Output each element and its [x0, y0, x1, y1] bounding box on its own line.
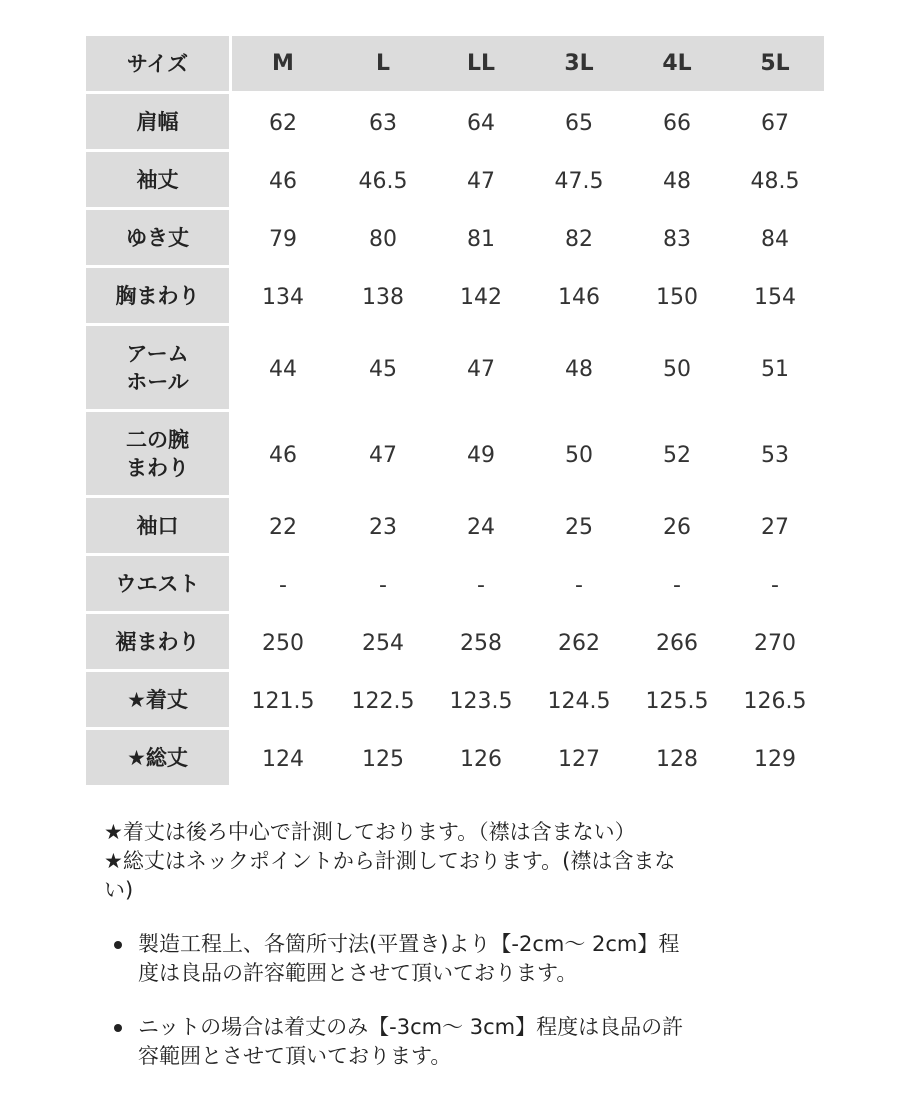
table-cell: 121.5	[251, 688, 315, 714]
table-cell: -	[379, 572, 387, 598]
table-cell: 270	[754, 630, 796, 656]
table-row	[86, 94, 824, 152]
list-item-line: 製造工程上、各箇所寸法(平置き)より【-2cm～ 2cm】程	[138, 932, 680, 956]
table-cell: 47	[467, 356, 495, 382]
bullet-icon	[114, 941, 122, 949]
table-cell: 51	[761, 356, 789, 382]
note-line: い)	[104, 878, 134, 902]
table-cell: 62	[269, 110, 297, 136]
table-cell: 82	[565, 226, 593, 252]
table-row	[86, 730, 824, 788]
table-cell: 45	[369, 356, 397, 382]
table-cell: 266	[656, 630, 698, 656]
row-label-line: まわり	[126, 455, 189, 480]
size-header-m: M	[232, 36, 334, 94]
measurement-notes	[104, 818, 804, 905]
table-cell: 124.5	[547, 688, 611, 714]
table-cell: 48.5	[750, 168, 800, 194]
table-cell: 127	[558, 746, 600, 772]
table-cell: -	[771, 572, 779, 598]
table-cell: 48	[565, 356, 593, 382]
table-cell: 26	[663, 514, 691, 540]
table-cell: 65	[565, 110, 593, 136]
table-cell: 50	[663, 356, 691, 382]
row-label: 胸まわり	[86, 268, 232, 326]
table-cell: 79	[269, 226, 297, 252]
table-row	[86, 210, 824, 268]
table-cell: -	[575, 572, 583, 598]
table-row	[86, 268, 824, 326]
table-row	[86, 498, 824, 556]
table-cell: 250	[262, 630, 304, 656]
table-cell: 81	[467, 226, 495, 252]
table-row	[86, 556, 824, 614]
table-cell: 128	[656, 746, 698, 772]
table-row	[86, 326, 824, 412]
row-label: ★総丈	[86, 730, 232, 788]
table-header-row	[86, 36, 824, 94]
table-row	[86, 412, 824, 498]
table-cell: 142	[460, 284, 502, 310]
row-label-line: 二の腕	[126, 427, 189, 452]
table-cell: 25	[565, 514, 593, 540]
table-cell: 23	[369, 514, 397, 540]
table-cell: 46	[269, 168, 297, 194]
table-cell: 124	[262, 746, 304, 772]
table-cell: 64	[467, 110, 495, 136]
size-header-4l: 4L	[628, 36, 726, 94]
list-item-line: 容範囲とさせて頂いております。	[138, 1044, 452, 1068]
table-cell: 22	[269, 514, 297, 540]
row-label-line: ホール	[126, 369, 189, 394]
table-cell: 46.5	[358, 168, 408, 194]
table-cell: 80	[369, 226, 397, 252]
bullet-icon	[114, 1024, 122, 1032]
table-cell: 125	[362, 746, 404, 772]
size-header-3l: 3L	[530, 36, 628, 94]
table-cell: 44	[269, 356, 297, 382]
table-cell: 150	[656, 284, 698, 310]
table-cell: 49	[467, 442, 495, 468]
row-label: ★着丈	[86, 672, 232, 730]
table-row	[86, 672, 824, 730]
table-cell: 122.5	[351, 688, 415, 714]
size-table	[86, 36, 824, 788]
table-cell: 83	[663, 226, 691, 252]
size-header-ll: LL	[432, 36, 530, 94]
table-cell: 47	[467, 168, 495, 194]
table-cell: 53	[761, 442, 789, 468]
row-label	[86, 326, 232, 412]
table-cell: 47	[369, 442, 397, 468]
table-cell: 67	[761, 110, 789, 136]
table-cell: -	[279, 572, 287, 598]
row-label: 袖丈	[86, 152, 232, 210]
table-cell: -	[673, 572, 681, 598]
table-cell: 52	[663, 442, 691, 468]
table-cell: 47.5	[554, 168, 604, 194]
table-cell: 66	[663, 110, 691, 136]
table-cell: 24	[467, 514, 495, 540]
table-cell: 154	[754, 284, 796, 310]
table-cell: 129	[754, 746, 796, 772]
list-item	[112, 1013, 792, 1071]
table-cell: -	[477, 572, 485, 598]
table-cell: 146	[558, 284, 600, 310]
list-item-line: ニットの場合は着丈のみ【-3cm～ 3cm】程度は良品の許	[138, 1015, 684, 1039]
size-header-5l: 5L	[726, 36, 824, 94]
note-line: ★総丈はネックポイントから計測しております。(襟は含まな	[104, 849, 676, 873]
header-label: サイズ	[86, 36, 232, 94]
table-cell: 262	[558, 630, 600, 656]
row-label: ウエスト	[86, 556, 232, 614]
table-cell: 126	[460, 746, 502, 772]
row-label-line: アーム	[126, 341, 189, 366]
list-item-line: 度は良品の許容範囲とさせて頂いております。	[138, 961, 578, 985]
list-item	[112, 930, 792, 988]
row-label: ゆき丈	[86, 210, 232, 268]
table-cell: 138	[362, 284, 404, 310]
table-row	[86, 614, 824, 672]
row-label: 肩幅	[86, 94, 232, 152]
table-cell: 258	[460, 630, 502, 656]
tolerance-list	[112, 930, 792, 1096]
table-cell: 46	[269, 442, 297, 468]
row-label: 裾まわり	[86, 614, 232, 672]
row-label	[86, 412, 232, 498]
table-row	[86, 152, 824, 210]
table-cell: 125.5	[645, 688, 709, 714]
size-header-l: L	[334, 36, 432, 94]
table-cell: 123.5	[449, 688, 513, 714]
table-cell: 63	[369, 110, 397, 136]
row-label: 袖口	[86, 498, 232, 556]
table-cell: 50	[565, 442, 593, 468]
table-cell: 254	[362, 630, 404, 656]
table-cell: 84	[761, 226, 789, 252]
table-cell: 48	[663, 168, 691, 194]
table-cell: 126.5	[743, 688, 807, 714]
table-cell: 134	[262, 284, 304, 310]
note-line: ★着丈は後ろ中心で計測しております。（襟は含まない）	[104, 820, 636, 844]
table-cell: 27	[761, 514, 789, 540]
